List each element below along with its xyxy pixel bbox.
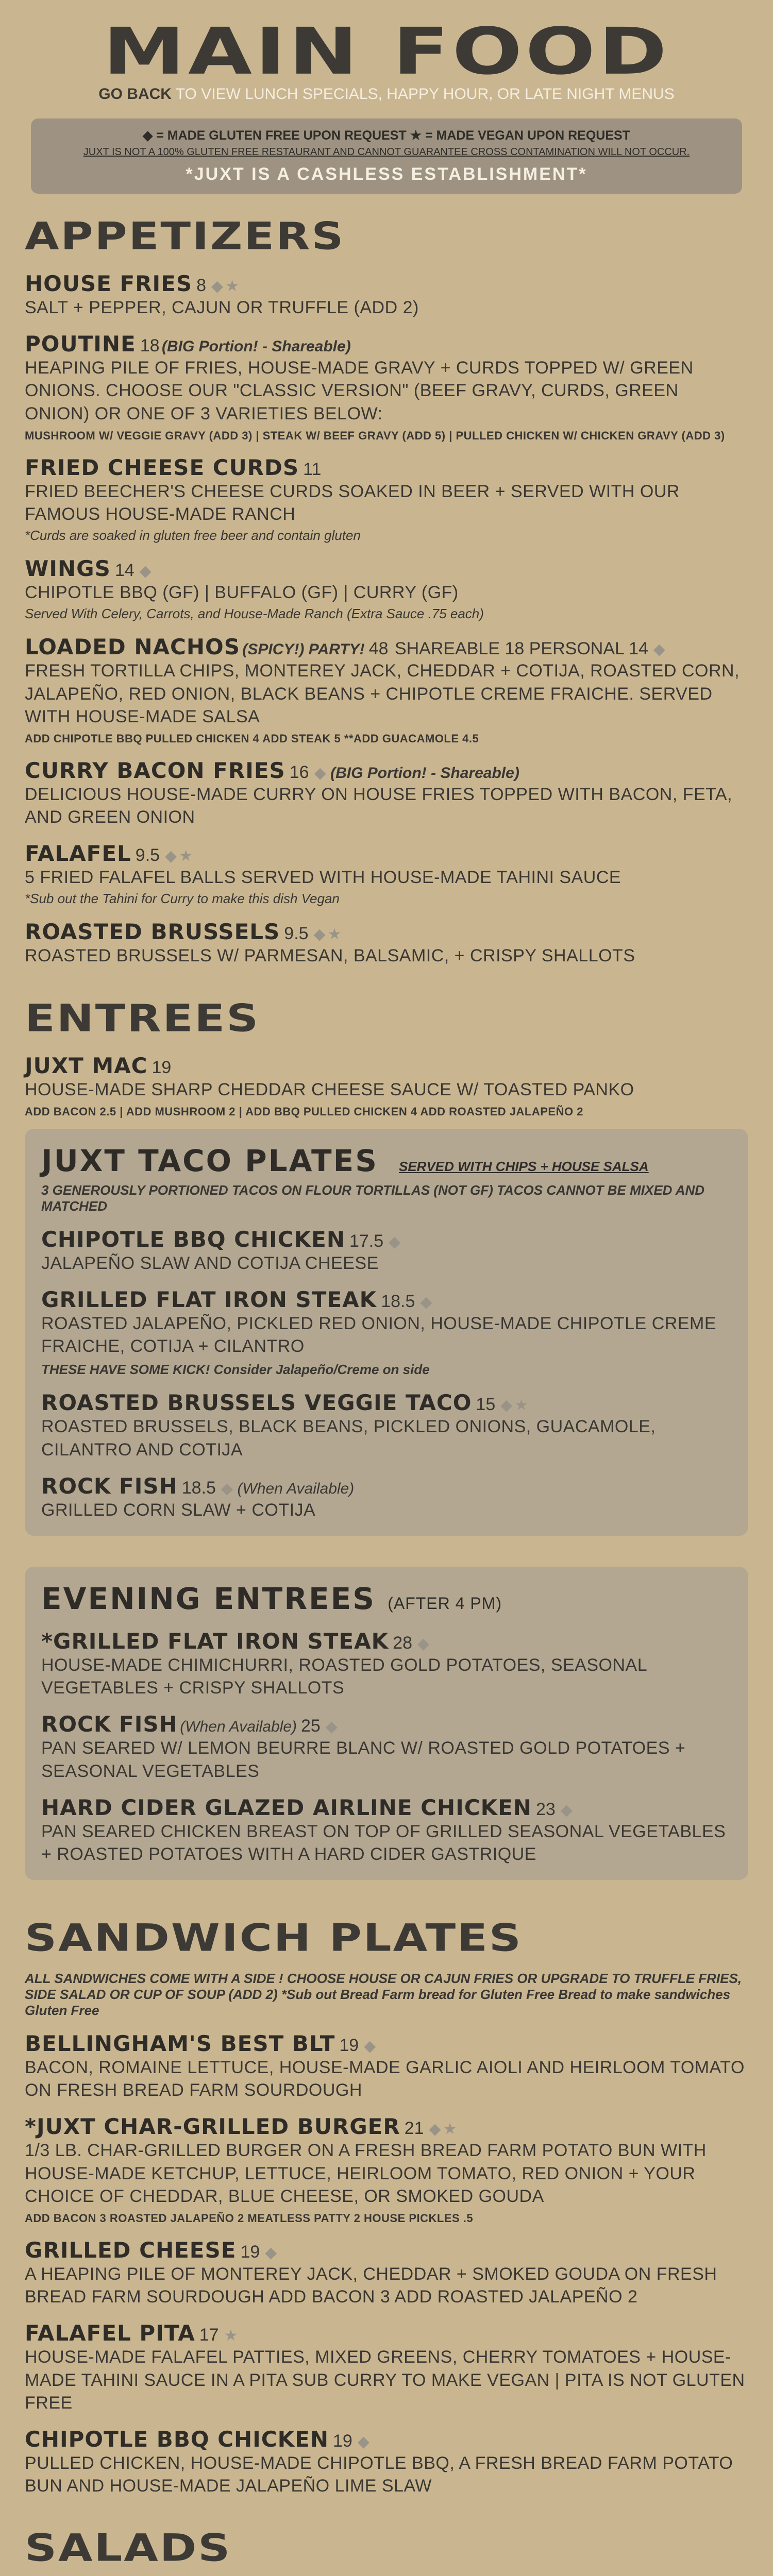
item-price: 16	[289, 762, 309, 782]
item-price: 23	[535, 1799, 556, 1819]
item-name: HARD CIDER GLAZED AIRLINE CHICKEN	[41, 1794, 532, 1820]
item-desc: ROASTED JALAPEÑO, PICKLED RED ONION, HOUSE-MADE CHIPOTLE CREME FRAICHE, COTIJA + CILANTRO	[41, 1314, 717, 1357]
item-price: 18.5	[381, 1292, 415, 1311]
item-desc: SALT + PEPPER, CAJUN OR TRUFFLE (ADD 2)	[25, 298, 419, 317]
item-price: 25	[301, 1716, 321, 1736]
item-tag: (BIG Portion! - Shareable)	[162, 338, 351, 355]
item-price: 9.5	[284, 924, 309, 944]
item-desc: CHIPOTLE BBQ (GF) | BUFFALO (GF) | CURRY (GF)	[25, 583, 459, 603]
item-tag: (SPICY!) PARTY!	[242, 641, 365, 658]
item-desc: 5 FRIED FALAFEL BALLS SERVED WITH HOUSE-MADE TAHINI SAUCE	[25, 868, 621, 888]
item-name: ROASTED BRUSSELS	[25, 919, 280, 945]
menu-item	[25, 556, 748, 622]
gf-icon: ◆	[221, 1480, 236, 1497]
item-desc: A HEAPING PILE OF MONTEREY JACK, CHEDDAR + SMOKED GOUDA ON FRESH BREAD FARM SOURDOUGH ADD BACON 3 ADD ROASTED JALAPEÑO 2	[25, 2264, 717, 2307]
item-tag: (When Available)	[180, 1718, 297, 1736]
section-title: SALADS	[25, 2526, 232, 2570]
gf-icon: ◆	[357, 2433, 372, 2450]
item-tag: (BIG Portion! - Shareable)	[330, 764, 519, 782]
item-name: POUTINE	[25, 331, 136, 357]
entrees-section	[25, 996, 748, 1880]
item-desc: BACON, ROMAINE LETTUCE, HOUSE-MADE GARLIC AIOLI AND HEIRLOOM TOMATO ON FRESH BREAD FARM SOURDOUGH	[25, 2058, 745, 2100]
menu-item	[41, 1711, 732, 1782]
item-name: GRILLED CHEESE	[25, 2238, 237, 2263]
notice-disclaimer: JUXT IS NOT A 100% GLUTEN FREE RESTAURANT AND CANNOT GUARANTEE CROSS CONTAMINATION WILL NOT OCCUR.	[83, 146, 690, 158]
item-name: CHIPOTLE BBQ CHICKEN	[41, 1226, 345, 1252]
menu-item	[41, 1287, 732, 1378]
item-name: LOADED NACHOS	[25, 634, 240, 660]
item-name: FALAFEL	[25, 841, 131, 867]
gf-vegan-icon: ◆★	[500, 1397, 531, 1414]
item-name: ROASTED BRUSSELS VEGGIE TACO	[41, 1390, 472, 1416]
gf-icon: ◆	[417, 1635, 432, 1652]
gf-icon: ◆	[653, 641, 667, 658]
menu-item	[25, 2320, 748, 2414]
gf-icon: ◆	[389, 1233, 403, 1250]
item-name: *JUXT CHAR-GRILLED BURGER	[25, 2114, 400, 2140]
item-price: 18	[140, 336, 160, 356]
header	[25, 10, 748, 103]
menu-item	[41, 1795, 732, 1866]
appetizers-section	[25, 214, 748, 968]
section-title: APPETIZERS	[25, 214, 345, 259]
gf-icon: ◆	[420, 1294, 434, 1311]
item-name: JUXT MAC	[25, 1053, 148, 1078]
item-price: 17	[199, 2325, 219, 2345]
item-price: 9.5	[135, 845, 160, 866]
menu-item	[25, 2427, 748, 2497]
item-price: 19	[152, 1057, 172, 1077]
menu-item	[25, 271, 748, 319]
item-name: FRIED CHEESE CURDS	[25, 454, 299, 480]
item-price: 15	[476, 1395, 496, 1415]
taco-plates-box	[25, 1129, 748, 1536]
item-name: WINGS	[25, 556, 111, 582]
item-name: FALAFEL PITA	[25, 2320, 195, 2346]
gf-icon: ◆	[139, 563, 154, 580]
item-price: 19	[339, 2036, 359, 2056]
subnav-text: TO VIEW LUNCH SPECIALS, HAPPY HOUR, OR LATE NIGHT MENUS	[175, 86, 675, 103]
menu-item	[25, 331, 748, 443]
item-price: 21	[404, 2119, 424, 2139]
item-tag: (When Available)	[237, 1480, 355, 1497]
item-desc: HOUSE-MADE SHARP CHEDDAR CHEESE SAUCE W/ TOASTED PANKO	[25, 1079, 634, 1099]
gf-icon: ◆	[265, 2244, 279, 2261]
gf-vegan-icon: ◆★	[429, 2121, 459, 2138]
item-desc: PAN SEARED CHICKEN BREAST ON TOP OF GRILLED SEASONAL VEGETABLES + ROASTED POTATOES WITH A HARD CIDER GASTRIQUE	[41, 1821, 726, 1864]
menu-item	[41, 1629, 732, 1699]
gf-vegan-icon: ◆★	[313, 926, 344, 943]
taco-chips-note: SERVED WITH CHIPS + HOUSE SALSA	[398, 1158, 649, 1174]
dietary-notice	[31, 118, 742, 194]
item-name: ROCK FISH	[41, 1711, 178, 1737]
item-price: 28	[393, 1633, 412, 1653]
item-price: 19	[240, 2242, 260, 2262]
page-title: MAIN FOOD	[103, 13, 670, 89]
menu-item	[25, 919, 748, 967]
item-desc: PAN SEARED W/ LEMON BEURRE BLANC W/ ROASTED GOLD POTATOES + SEASONAL VEGETABLES	[41, 1738, 686, 1781]
item-price: 14	[114, 561, 135, 581]
item-price: 17.5	[349, 1231, 384, 1251]
taco-title: JUXT TACO PLATES	[41, 1143, 378, 1178]
item-price: 11	[303, 459, 322, 479]
gf-vegan-icon: ◆★	[165, 848, 195, 865]
menu-item	[25, 2114, 748, 2225]
item-price: 48	[368, 639, 389, 659]
item-addons: MUSHROOM W/ VEGGIE GRAVY (ADD 3) | STEAK W/ BEEF GRAVY (ADD 5) | PULLED CHICKEN W/ CHICKEN GRAVY (ADD 3)	[25, 429, 725, 442]
item-addons: ADD BACON 3 ROASTED JALAPEÑO 2 MEATLESS PATTY 2 HOUSE PICKLES .5	[25, 2212, 474, 2225]
notice-legend: ◆ = MADE GLUTEN FREE UPON REQUEST ★ = MADE VEGAN UPON REQUEST	[143, 128, 630, 143]
item-price: 19	[332, 2431, 352, 2451]
item-name: *GRILLED FLAT IRON STEAK	[41, 1628, 389, 1654]
item-desc: HEAPING PILE OF FRIES, HOUSE-MADE GRAVY + CURDS TOPPED W/ GREEN ONIONS. CHOOSE OUR "CLASSIC VERSION" (BEEF GRAVY, CURDS, GREEN ONION) OR ONE OF 3 VARIETIES BELOW:	[25, 358, 694, 423]
evening-entrees-box	[25, 1567, 748, 1880]
item-desc: FRESH TORTILLA CHIPS, MONTEREY JACK, CHEDDAR + COTIJA, ROASTED CORN, JALAPEÑO, RED ONION, BLACK BEANS + CHIPOTLE CREME FRAICHE. SERVED WITH HOUSE-MADE SALSA	[25, 661, 740, 726]
gf-icon: ◆	[314, 764, 328, 782]
menu-item	[25, 2238, 748, 2308]
gf-icon: ◆	[560, 1801, 575, 1819]
item-desc: ROASTED BRUSSELS, BLACK BEANS, PICKLED ONIONS, GUACAMOLE, CILANTRO AND COTIJA	[41, 1417, 656, 1460]
gf-icon: ◆	[325, 1718, 340, 1736]
item-desc: 1/3 LB. CHAR-GRILLED BURGER ON A FRESH BREAD FARM POTATO BUN WITH HOUSE-MADE KETCHUP, LETTUCE, HEIRLOOM TOMATO, RED ONION + YOUR CHOICE OF CHEDDAR, BLUE CHEESE, OR SMOKED GOUDA	[25, 2141, 707, 2206]
go-back-link[interactable]: GO BACK	[98, 86, 172, 103]
cashless-notice: *JUXT IS A CASHLESS ESTABLISHMENT*	[186, 164, 587, 184]
section-title: ENTREES	[25, 996, 260, 1041]
item-name: HOUSE FRIES	[25, 271, 193, 296]
item-note: *Curds are soaked in gluten free beer and contain gluten	[25, 528, 361, 544]
menu-item	[41, 1227, 732, 1275]
item-name: CHIPOTLE BBQ CHICKEN	[25, 2426, 329, 2452]
item-note: *Sub out the Tahini for Curry to make this dish Vegan	[25, 891, 340, 907]
item-name: CURRY BACON FRIES	[25, 757, 285, 783]
item-name: ROCK FISH	[41, 1473, 178, 1499]
item-name: BELLINGHAM'S BEST BLT	[25, 2031, 335, 2057]
item-price: 18.5	[181, 1478, 216, 1498]
item-price: 8	[196, 276, 207, 295]
menu-item	[25, 2031, 748, 2102]
item-desc: DELICIOUS HOUSE-MADE CURRY ON HOUSE FRIES TOPPED WITH BACON, FETA, AND GREEN ONION	[25, 784, 733, 827]
item-addons: ADD BACON 2.5 | ADD MUSHROOM 2 | ADD BBQ PULLED CHICKEN 4 ADD ROASTED JALAPEÑO 2	[25, 1105, 583, 1118]
evening-title: EVENING ENTREES	[41, 1581, 376, 1616]
item-desc: ROASTED BRUSSELS W/ PARMESAN, BALSAMIC, + CRISPY SHALLOTS	[25, 946, 635, 966]
menu-item	[41, 1473, 732, 1521]
item-note: Served With Celery, Carrots, and House-Made Ranch (Extra Sauce .75 each)	[25, 606, 484, 622]
box-title	[41, 1581, 732, 1616]
taco-subtitle: 3 GENEROUSLY PORTIONED TACOS ON FLOUR TORTILLAS (NOT GF) TACOS CANNOT BE MIXED AND MATCHED	[41, 1182, 705, 1214]
section-title: SANDWICH PLATES	[25, 1916, 523, 1960]
item-note: THESE HAVE SOME KICK! Consider Jalapeño/Creme on side	[41, 1362, 430, 1378]
gf-vegan-icon: ◆★	[211, 278, 242, 295]
item-desc: FRIED BEECHER'S CHEESE CURDS SOAKED IN BEER + SERVED WITH OUR FAMOUS HOUSE-MADE RANCH	[25, 481, 680, 524]
salads-section	[25, 2526, 748, 2576]
item-addons: ADD CHIPOTLE BBQ PULLED CHICKEN 4 ADD STEAK 5 **ADD GUACAMOLE 4.5	[25, 732, 479, 745]
item-name: GRILLED FLAT IRON STEAK	[41, 1287, 377, 1312]
evening-suffix: (AFTER 4 PM)	[388, 1594, 502, 1613]
vegan-icon: ★	[224, 2327, 240, 2345]
menu-item	[25, 1053, 748, 1118]
box-title	[41, 1143, 732, 1178]
item-shareable: SHAREABLE 18 PERSONAL 14	[394, 639, 648, 659]
menu-item	[41, 1390, 732, 1461]
menu-item	[25, 634, 748, 745]
item-desc: JALAPEÑO SLAW AND COTIJA CHEESE	[41, 1253, 379, 1273]
item-desc: HOUSE-MADE CHIMICHURRI, ROASTED GOLD POTATOES, SEASONAL VEGETABLES + CRISPY SHALLOTS	[41, 1655, 647, 1698]
item-desc: HOUSE-MADE FALAFEL PATTIES, MIXED GREENS, CHERRY TOMATOES + HOUSE-MADE TAHINI SAUCE IN A PITA SUB CURRY TO MAKE VEGAN | PITA IS NOT GLUTEN FREE	[25, 2347, 745, 2413]
item-desc: GRILLED CORN SLAW + COTIJA	[41, 1500, 316, 1520]
sandwiches-section	[25, 1916, 748, 2497]
sandwich-intro: ALL SANDWICHES COME WITH A SIDE ! CHOOSE HOUSE OR CAJUN FRIES OR UPGRADE TO TRUFFLE FRIES, SIDE SALAD OR CUP OF SOUP (ADD 2) *Sub out Bread Farm bread for Gluten Free Bread to make sandwiches Gluten Free	[25, 1971, 742, 2019]
menu-item	[25, 758, 748, 828]
menu-item	[25, 455, 748, 544]
menu-item	[25, 841, 748, 907]
gf-icon: ◆	[364, 2038, 378, 2055]
item-desc: PULLED CHICKEN, HOUSE-MADE CHIPOTLE BBQ, A FRESH BREAD FARM POTATO BUN AND HOUSE-MADE JALAPEÑO LIME SLAW	[25, 2453, 733, 2496]
